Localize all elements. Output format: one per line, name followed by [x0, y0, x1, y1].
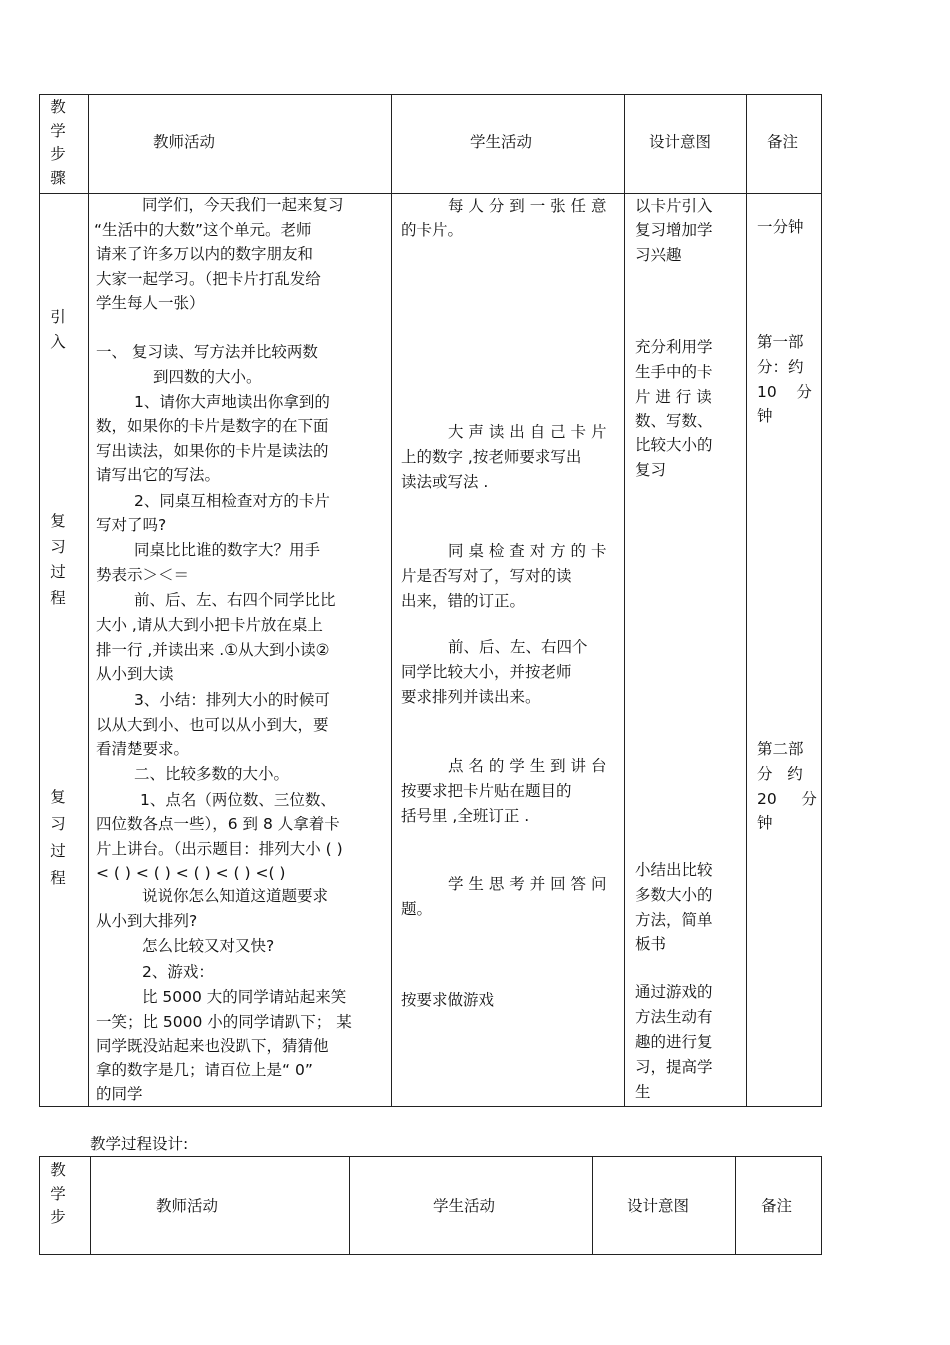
student-line: 大 声 读 出 自 己 卡 片: [448, 423, 607, 441]
teacher-line: 大小 ,请从大到小把卡片放在桌上: [96, 616, 323, 634]
header2-student: 学生活动: [433, 1197, 496, 1215]
intent-line: 生: [635, 1083, 651, 1101]
student-line: 的卡片。: [401, 221, 464, 239]
teacher-line: 比 5000 大的同学请站起来笑: [142, 988, 347, 1006]
teacher-line: 排一行 ,并读出来 .①从大到小读②: [96, 641, 330, 659]
header2-intent: 设计意图: [627, 1197, 690, 1215]
header-intent: 设计意图: [649, 133, 712, 151]
teacher-line: 以从大到小、也可以从小到大，要: [96, 716, 329, 734]
intent-line: 趣的进行复: [635, 1033, 713, 1051]
teacher-line: 从小到大读: [96, 665, 174, 683]
teacher-line: 四位数各点一些），6 到 8 人拿着卡: [96, 815, 340, 833]
intent-line: 比较大小的: [635, 436, 713, 454]
header-note: 备注: [767, 133, 799, 151]
teacher-line: 片上讲台。（出示题目：排列大小 ( ): [96, 840, 343, 858]
teacher-line: < ( ) < ( ) < ( ) < ( ) <( ): [96, 864, 286, 882]
note-line: 钟: [757, 814, 773, 832]
student-line: 每 人 分 到 一 张 任 意: [448, 197, 607, 215]
teacher-line: 势表示＞＜＝: [96, 566, 190, 584]
teacher-line: 说说你怎么知道这道题要求: [142, 887, 329, 905]
header-step: 教学步骤: [50, 98, 66, 187]
student-line: 读法或写法 .: [401, 473, 489, 491]
teacher-line: 请写出它的写法。: [96, 466, 221, 484]
header-student: 学生活动: [470, 133, 533, 151]
student-line: 题。: [401, 900, 433, 918]
teacher-line: 3、小结：排列大小的时候可: [134, 691, 330, 709]
teacher-line: 同学既没站起来也没趴下，猜猜他: [96, 1037, 329, 1055]
student-line: 点 名 的 学 生 到 讲 台: [448, 757, 607, 775]
student-line: 按要求做游戏: [401, 991, 495, 1009]
note-line: 20 分: [757, 790, 817, 808]
intent-line: 习，提高学: [635, 1058, 713, 1076]
note-line: 一分钟: [757, 218, 804, 236]
teacher-line: 前、后、左、右四个同学比比: [134, 591, 336, 609]
teacher-line: 1、请你大声地读出你拿到的: [134, 393, 330, 411]
intent-line: 生手中的卡: [635, 363, 713, 381]
teacher-line: 同学们，今天我们一起来复习: [142, 196, 344, 214]
student-line: 片是否写对了，写对的读: [401, 567, 572, 585]
step-intro: 引入: [50, 308, 66, 351]
student-line: 括号里 ,全班订正 .: [401, 807, 530, 825]
student-line: 同 桌 检 查 对 方 的 卡: [448, 542, 607, 560]
teacher-line: 2、同桌互相检查对方的卡片: [134, 492, 330, 510]
intent-line: 多数大小的: [635, 886, 713, 904]
student-line: 前、后、左、右四个: [448, 638, 588, 656]
teacher-line: 一笑；比 5000 小的同学请趴下； 某: [96, 1013, 352, 1031]
intent-line: 数、写数、: [635, 412, 713, 430]
intent-line: 方法，简单: [635, 911, 713, 929]
intent-line: 小结出比较: [635, 861, 713, 879]
teacher-line: 写出读法，如果你的卡片是读法的: [96, 442, 329, 460]
intent-line: 方法生动有: [635, 1008, 713, 1026]
intent-line: 复习增加学: [635, 221, 713, 239]
teacher-line: 学生每人一张）: [96, 294, 205, 312]
teacher-line: 写对了吗?: [96, 516, 167, 534]
intent-line: 以卡片引入: [635, 197, 713, 215]
intent-line: 复习: [635, 461, 667, 479]
teacher-line: 怎么比较又对又快?: [142, 937, 275, 955]
note-line: 第一部: [757, 333, 804, 351]
note-line: 分 约: [757, 765, 803, 783]
step-review-2: 复习过程: [50, 788, 66, 887]
intent-line: 板书: [635, 935, 667, 953]
teacher-line: 看清楚要求。: [96, 740, 190, 758]
teacher-line: 数，如果你的卡片是数字的在下面: [96, 417, 329, 435]
teacher-line: 大家一起学习。（把卡片打乱发给: [96, 270, 321, 288]
note-line: 分：约: [757, 358, 804, 376]
header2-teacher: 教师活动: [156, 1197, 219, 1215]
intent-line: 通过游戏的: [635, 983, 713, 1001]
header-teacher: 教师活动: [153, 133, 216, 151]
intent-line: 充分利用学: [635, 338, 713, 356]
student-line: 同学比较大小，并按老师: [401, 663, 572, 681]
student-line: 学 生 思 考 并 回 答 问: [448, 875, 607, 893]
step-review-1: 复习过程: [50, 512, 66, 607]
teacher-line: 一、 复习读、写方法并比较两数: [96, 343, 318, 361]
student-line: 按要求把卡片贴在题目的: [401, 782, 572, 800]
intent-line: 习兴趣: [635, 246, 682, 264]
header2-step: 教学步: [50, 1161, 66, 1226]
teacher-line: 1、点名（两位数、三位数、: [140, 791, 336, 809]
note-line: 第二部: [757, 740, 804, 758]
teacher-line: 二、比较多数的大小。: [134, 765, 290, 783]
student-line: 上的数字 ,按老师要求写出: [401, 448, 582, 466]
note-line: 10 分: [757, 383, 812, 401]
teacher-line: 请来了许多万以内的数字朋友和: [96, 245, 314, 263]
header2-note: 备注: [761, 1197, 793, 1215]
student-line: 要求排列并读出来。: [401, 688, 541, 706]
teacher-line: “生活中的大数”这个单元。老师: [94, 221, 312, 239]
teacher-line: 到四数的大小。: [153, 368, 262, 386]
note-line: 钟: [757, 407, 773, 425]
teacher-line: 的同学: [96, 1085, 143, 1103]
section-title: 教学过程设计:: [90, 1135, 189, 1153]
teacher-line: 从小到大排列?: [96, 912, 198, 930]
teacher-line: 2、游戏：: [142, 963, 214, 981]
teacher-line: 同桌比比谁的数字大？用手: [134, 541, 321, 559]
intent-line: 片 进 行 读: [635, 388, 712, 406]
teacher-line: 拿的数字是几；请百位上是“ 0”: [96, 1061, 313, 1079]
student-line: 出来，错的订正。: [401, 592, 526, 610]
